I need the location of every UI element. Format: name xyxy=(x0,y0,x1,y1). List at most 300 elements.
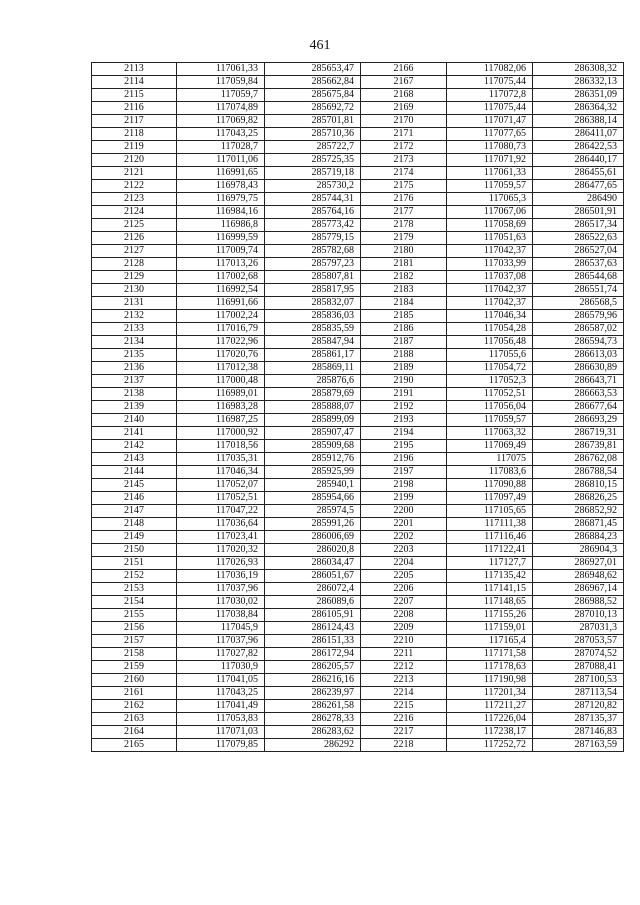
x-coordinate-cell: 117052,07 xyxy=(177,479,265,492)
x-coordinate-cell: 117238,17 xyxy=(447,726,533,739)
table-row xyxy=(92,622,624,635)
y-coordinate-cell: 287088,41 xyxy=(533,661,624,674)
point-number-cell: 2184 xyxy=(361,297,447,310)
y-coordinate-cell: 286739,81 xyxy=(533,440,624,453)
y-coordinate-cell: 285782,68 xyxy=(265,245,361,258)
x-coordinate-cell: 117053,83 xyxy=(177,713,265,726)
point-number-cell: 2170 xyxy=(361,115,447,128)
y-coordinate-cell: 286613,03 xyxy=(533,349,624,362)
point-number-cell: 2128 xyxy=(92,258,177,271)
table-row xyxy=(92,375,624,388)
point-number-cell: 2176 xyxy=(361,193,447,206)
y-coordinate-cell: 285974,5 xyxy=(265,505,361,518)
table-row xyxy=(92,648,624,661)
x-coordinate-cell: 117036,19 xyxy=(177,570,265,583)
x-coordinate-cell: 117018,56 xyxy=(177,440,265,453)
point-number-cell: 2133 xyxy=(92,323,177,336)
x-coordinate-cell: 117023,41 xyxy=(177,531,265,544)
point-number-cell: 2197 xyxy=(361,466,447,479)
point-number-cell: 2145 xyxy=(92,479,177,492)
y-coordinate-cell: 286411,07 xyxy=(533,128,624,141)
x-coordinate-cell: 117052,51 xyxy=(177,492,265,505)
y-coordinate-cell: 286388,14 xyxy=(533,115,624,128)
point-number-cell: 2117 xyxy=(92,115,177,128)
table-row xyxy=(92,323,624,336)
x-coordinate-cell: 117038,84 xyxy=(177,609,265,622)
x-coordinate-cell: 117047,22 xyxy=(177,505,265,518)
y-coordinate-cell: 286020,8 xyxy=(265,544,361,557)
point-number-cell: 2127 xyxy=(92,245,177,258)
x-coordinate-cell: 117020,76 xyxy=(177,349,265,362)
point-number-cell: 2175 xyxy=(361,180,447,193)
point-number-cell: 2142 xyxy=(92,440,177,453)
point-number-cell: 2114 xyxy=(92,76,177,89)
point-number-cell: 2135 xyxy=(92,349,177,362)
table-row xyxy=(92,76,624,89)
x-coordinate-cell: 116991,65 xyxy=(177,167,265,180)
x-coordinate-cell: 116987,25 xyxy=(177,414,265,427)
x-coordinate-cell: 117043,25 xyxy=(177,687,265,700)
x-coordinate-cell: 117111,38 xyxy=(447,518,533,531)
table-row xyxy=(92,232,624,245)
y-coordinate-cell: 286089,6 xyxy=(265,596,361,609)
y-coordinate-cell: 286587,02 xyxy=(533,323,624,336)
y-coordinate-cell: 285899,09 xyxy=(265,414,361,427)
table-row xyxy=(92,609,624,622)
point-number-cell: 2172 xyxy=(361,141,447,154)
y-coordinate-cell: 285836,03 xyxy=(265,310,361,323)
point-number-cell: 2163 xyxy=(92,713,177,726)
y-coordinate-cell: 286810,15 xyxy=(533,479,624,492)
table-row xyxy=(92,674,624,687)
x-coordinate-cell: 117252,72 xyxy=(447,739,533,752)
y-coordinate-cell: 286677,64 xyxy=(533,401,624,414)
point-number-cell: 2188 xyxy=(361,349,447,362)
point-number-cell: 2146 xyxy=(92,492,177,505)
y-coordinate-cell: 286216,16 xyxy=(265,674,361,687)
point-number-cell: 2200 xyxy=(361,505,447,518)
table-row xyxy=(92,531,624,544)
y-coordinate-cell: 285653,47 xyxy=(265,63,361,76)
x-coordinate-cell: 117135,42 xyxy=(447,570,533,583)
table-row xyxy=(92,583,624,596)
x-coordinate-cell: 117035,31 xyxy=(177,453,265,466)
y-coordinate-cell: 285847,94 xyxy=(265,336,361,349)
point-number-cell: 2131 xyxy=(92,297,177,310)
y-coordinate-cell: 286927,01 xyxy=(533,557,624,570)
point-number-cell: 2130 xyxy=(92,284,177,297)
point-number-cell: 2124 xyxy=(92,206,177,219)
x-coordinate-cell: 117077,65 xyxy=(447,128,533,141)
x-coordinate-cell: 117037,96 xyxy=(177,583,265,596)
point-number-cell: 2180 xyxy=(361,245,447,258)
x-coordinate-cell: 117141,15 xyxy=(447,583,533,596)
point-number-cell: 2148 xyxy=(92,518,177,531)
x-coordinate-cell: 117046,34 xyxy=(447,310,533,323)
point-number-cell: 2218 xyxy=(361,739,447,752)
y-coordinate-cell: 285779,15 xyxy=(265,232,361,245)
point-number-cell: 2115 xyxy=(92,89,177,102)
x-coordinate-cell: 117030,9 xyxy=(177,661,265,674)
x-coordinate-cell: 117042,37 xyxy=(447,297,533,310)
coordinates-table-body xyxy=(92,63,624,752)
y-coordinate-cell: 286205,57 xyxy=(265,661,361,674)
point-number-cell: 2116 xyxy=(92,102,177,115)
point-number-cell: 2187 xyxy=(361,336,447,349)
point-number-cell: 2185 xyxy=(361,310,447,323)
table-row xyxy=(92,362,624,375)
x-coordinate-cell: 117097,49 xyxy=(447,492,533,505)
y-coordinate-cell: 285701,81 xyxy=(265,115,361,128)
table-row xyxy=(92,427,624,440)
point-number-cell: 2195 xyxy=(361,440,447,453)
point-number-cell: 2201 xyxy=(361,518,447,531)
y-coordinate-cell: 285744,31 xyxy=(265,193,361,206)
x-coordinate-cell: 116979,75 xyxy=(177,193,265,206)
x-coordinate-cell: 117075,44 xyxy=(447,102,533,115)
table-row xyxy=(92,154,624,167)
point-number-cell: 2119 xyxy=(92,141,177,154)
table-row xyxy=(92,414,624,427)
y-coordinate-cell: 286904,3 xyxy=(533,544,624,557)
point-number-cell: 2160 xyxy=(92,674,177,687)
x-coordinate-cell: 117028,7 xyxy=(177,141,265,154)
x-coordinate-cell: 117127,7 xyxy=(447,557,533,570)
x-coordinate-cell: 117190,98 xyxy=(447,674,533,687)
point-number-cell: 2209 xyxy=(361,622,447,635)
x-coordinate-cell: 117074,89 xyxy=(177,102,265,115)
table-row xyxy=(92,219,624,232)
y-coordinate-cell: 285817,95 xyxy=(265,284,361,297)
y-coordinate-cell: 285725,35 xyxy=(265,154,361,167)
y-coordinate-cell: 286490 xyxy=(533,193,624,206)
point-number-cell: 2164 xyxy=(92,726,177,739)
point-number-cell: 2151 xyxy=(92,557,177,570)
y-coordinate-cell: 285909,68 xyxy=(265,440,361,453)
x-coordinate-cell: 117067,06 xyxy=(447,206,533,219)
x-coordinate-cell: 117000,48 xyxy=(177,375,265,388)
x-coordinate-cell: 117054,72 xyxy=(447,362,533,375)
x-coordinate-cell: 117026,93 xyxy=(177,557,265,570)
y-coordinate-cell: 285764,16 xyxy=(265,206,361,219)
x-coordinate-cell: 117000,92 xyxy=(177,427,265,440)
point-number-cell: 2136 xyxy=(92,362,177,375)
y-coordinate-cell: 286261,58 xyxy=(265,700,361,713)
table-row xyxy=(92,466,624,479)
point-number-cell: 2118 xyxy=(92,128,177,141)
x-coordinate-cell: 117002,24 xyxy=(177,310,265,323)
x-coordinate-cell: 117022,96 xyxy=(177,336,265,349)
x-coordinate-cell: 117171,58 xyxy=(447,648,533,661)
point-number-cell: 2126 xyxy=(92,232,177,245)
y-coordinate-cell: 285912,76 xyxy=(265,453,361,466)
point-number-cell: 2140 xyxy=(92,414,177,427)
y-coordinate-cell: 287031,3 xyxy=(533,622,624,635)
x-coordinate-cell: 117027,82 xyxy=(177,648,265,661)
point-number-cell: 2182 xyxy=(361,271,447,284)
y-coordinate-cell: 286283,62 xyxy=(265,726,361,739)
y-coordinate-cell: 285662,84 xyxy=(265,76,361,89)
x-coordinate-cell: 117051,63 xyxy=(447,232,533,245)
x-coordinate-cell: 117002,68 xyxy=(177,271,265,284)
point-number-cell: 2166 xyxy=(361,63,447,76)
y-coordinate-cell: 285876,6 xyxy=(265,375,361,388)
x-coordinate-cell: 117013,26 xyxy=(177,258,265,271)
x-coordinate-cell: 117069,82 xyxy=(177,115,265,128)
table-row xyxy=(92,570,624,583)
x-coordinate-cell: 117071,03 xyxy=(177,726,265,739)
table-row xyxy=(92,206,624,219)
point-number-cell: 2196 xyxy=(361,453,447,466)
point-number-cell: 2147 xyxy=(92,505,177,518)
x-coordinate-cell: 117059,57 xyxy=(447,414,533,427)
y-coordinate-cell: 286351,09 xyxy=(533,89,624,102)
x-coordinate-cell: 117069,49 xyxy=(447,440,533,453)
y-coordinate-cell: 287135,37 xyxy=(533,713,624,726)
x-coordinate-cell: 117075,44 xyxy=(447,76,533,89)
y-coordinate-cell: 285925,99 xyxy=(265,466,361,479)
point-number-cell: 2139 xyxy=(92,401,177,414)
table-row xyxy=(92,180,624,193)
table-row xyxy=(92,284,624,297)
point-number-cell: 2179 xyxy=(361,232,447,245)
x-coordinate-cell: 116983,28 xyxy=(177,401,265,414)
y-coordinate-cell: 285861,17 xyxy=(265,349,361,362)
point-number-cell: 2173 xyxy=(361,154,447,167)
y-coordinate-cell: 286643,71 xyxy=(533,375,624,388)
y-coordinate-cell: 286292 xyxy=(265,739,361,752)
table-row xyxy=(92,63,624,76)
table-row xyxy=(92,102,624,115)
y-coordinate-cell: 286051,67 xyxy=(265,570,361,583)
y-coordinate-cell: 287146,83 xyxy=(533,726,624,739)
y-coordinate-cell: 285797,23 xyxy=(265,258,361,271)
y-coordinate-cell: 285719,18 xyxy=(265,167,361,180)
y-coordinate-cell: 286594,73 xyxy=(533,336,624,349)
table-row xyxy=(92,310,624,323)
point-number-cell: 2171 xyxy=(361,128,447,141)
x-coordinate-cell: 117072,8 xyxy=(447,89,533,102)
point-number-cell: 2217 xyxy=(361,726,447,739)
y-coordinate-cell: 285991,26 xyxy=(265,518,361,531)
table-row xyxy=(92,661,624,674)
y-coordinate-cell: 286568,5 xyxy=(533,297,624,310)
point-number-cell: 2143 xyxy=(92,453,177,466)
y-coordinate-cell: 286988,52 xyxy=(533,596,624,609)
table-row xyxy=(92,492,624,505)
y-coordinate-cell: 287100,53 xyxy=(533,674,624,687)
y-coordinate-cell: 286852,92 xyxy=(533,505,624,518)
point-number-cell: 2174 xyxy=(361,167,447,180)
y-coordinate-cell: 286422,53 xyxy=(533,141,624,154)
point-number-cell: 2158 xyxy=(92,648,177,661)
y-coordinate-cell: 286630,89 xyxy=(533,362,624,375)
point-number-cell: 2169 xyxy=(361,102,447,115)
y-coordinate-cell: 286124,43 xyxy=(265,622,361,635)
y-coordinate-cell: 287163,59 xyxy=(533,739,624,752)
x-coordinate-cell: 117011,06 xyxy=(177,154,265,167)
table-row xyxy=(92,713,624,726)
x-coordinate-cell: 116992,54 xyxy=(177,284,265,297)
y-coordinate-cell: 286477,65 xyxy=(533,180,624,193)
x-coordinate-cell: 116986,8 xyxy=(177,219,265,232)
point-number-cell: 2120 xyxy=(92,154,177,167)
x-coordinate-cell: 117041,49 xyxy=(177,700,265,713)
table-row xyxy=(92,544,624,557)
table-row xyxy=(92,453,624,466)
y-coordinate-cell: 286527,04 xyxy=(533,245,624,258)
point-number-cell: 2141 xyxy=(92,427,177,440)
y-coordinate-cell: 286663,53 xyxy=(533,388,624,401)
y-coordinate-cell: 285879,69 xyxy=(265,388,361,401)
table-row xyxy=(92,245,624,258)
point-number-cell: 2129 xyxy=(92,271,177,284)
y-coordinate-cell: 285907,47 xyxy=(265,427,361,440)
y-coordinate-cell: 286693,29 xyxy=(533,414,624,427)
point-number-cell: 2178 xyxy=(361,219,447,232)
table-row xyxy=(92,349,624,362)
point-number-cell: 2123 xyxy=(92,193,177,206)
y-coordinate-cell: 286579,96 xyxy=(533,310,624,323)
table-row xyxy=(92,739,624,752)
y-coordinate-cell: 286006,69 xyxy=(265,531,361,544)
y-coordinate-cell: 285773,42 xyxy=(265,219,361,232)
point-number-cell: 2177 xyxy=(361,206,447,219)
x-coordinate-cell: 117052,3 xyxy=(447,375,533,388)
x-coordinate-cell: 117037,96 xyxy=(177,635,265,648)
y-coordinate-cell: 286537,63 xyxy=(533,258,624,271)
table-row xyxy=(92,167,624,180)
y-coordinate-cell: 286332,13 xyxy=(533,76,624,89)
x-coordinate-cell: 117056,48 xyxy=(447,336,533,349)
x-coordinate-cell: 117165,4 xyxy=(447,635,533,648)
table-row xyxy=(92,388,624,401)
y-coordinate-cell: 286440,17 xyxy=(533,154,624,167)
point-number-cell: 2154 xyxy=(92,596,177,609)
point-number-cell: 2203 xyxy=(361,544,447,557)
point-number-cell: 2215 xyxy=(361,700,447,713)
x-coordinate-cell: 117105,65 xyxy=(447,505,533,518)
point-number-cell: 2194 xyxy=(361,427,447,440)
y-coordinate-cell: 286072,4 xyxy=(265,583,361,596)
y-coordinate-cell: 287120,82 xyxy=(533,700,624,713)
x-coordinate-cell: 117058,69 xyxy=(447,219,533,232)
table-row xyxy=(92,336,624,349)
point-number-cell: 2152 xyxy=(92,570,177,583)
x-coordinate-cell: 117016,79 xyxy=(177,323,265,336)
point-number-cell: 2206 xyxy=(361,583,447,596)
point-number-cell: 2204 xyxy=(361,557,447,570)
y-coordinate-cell: 286826,25 xyxy=(533,492,624,505)
x-coordinate-cell: 117059,84 xyxy=(177,76,265,89)
x-coordinate-cell: 117009,74 xyxy=(177,245,265,258)
table-row xyxy=(92,726,624,739)
x-coordinate-cell: 117055,6 xyxy=(447,349,533,362)
y-coordinate-cell: 285710,36 xyxy=(265,128,361,141)
x-coordinate-cell: 116999,59 xyxy=(177,232,265,245)
x-coordinate-cell: 117148,65 xyxy=(447,596,533,609)
table-row xyxy=(92,700,624,713)
y-coordinate-cell: 286278,33 xyxy=(265,713,361,726)
x-coordinate-cell: 117056,04 xyxy=(447,401,533,414)
point-number-cell: 2192 xyxy=(361,401,447,414)
x-coordinate-cell: 117036,64 xyxy=(177,518,265,531)
y-coordinate-cell: 286719,31 xyxy=(533,427,624,440)
point-number-cell: 2208 xyxy=(361,609,447,622)
x-coordinate-cell: 117020,32 xyxy=(177,544,265,557)
point-number-cell: 2149 xyxy=(92,531,177,544)
point-number-cell: 2183 xyxy=(361,284,447,297)
y-coordinate-cell: 286522,63 xyxy=(533,232,624,245)
x-coordinate-cell: 117159,01 xyxy=(447,622,533,635)
y-coordinate-cell: 285722,7 xyxy=(265,141,361,154)
point-number-cell: 2132 xyxy=(92,310,177,323)
y-coordinate-cell: 285730,2 xyxy=(265,180,361,193)
x-coordinate-cell: 117065,3 xyxy=(447,193,533,206)
point-number-cell: 2210 xyxy=(361,635,447,648)
x-coordinate-cell: 117071,47 xyxy=(447,115,533,128)
point-number-cell: 2167 xyxy=(361,76,447,89)
point-number-cell: 2144 xyxy=(92,466,177,479)
table-row xyxy=(92,271,624,284)
point-number-cell: 2212 xyxy=(361,661,447,674)
y-coordinate-cell: 285940,1 xyxy=(265,479,361,492)
table-row xyxy=(92,115,624,128)
y-coordinate-cell: 286871,45 xyxy=(533,518,624,531)
point-number-cell: 2153 xyxy=(92,583,177,596)
table-row xyxy=(92,401,624,414)
x-coordinate-cell: 117155,26 xyxy=(447,609,533,622)
x-coordinate-cell: 117075 xyxy=(447,453,533,466)
y-coordinate-cell: 285832,07 xyxy=(265,297,361,310)
x-coordinate-cell: 117059,7 xyxy=(177,89,265,102)
y-coordinate-cell: 285888,07 xyxy=(265,401,361,414)
point-number-cell: 2181 xyxy=(361,258,447,271)
y-coordinate-cell: 287010,13 xyxy=(533,609,624,622)
point-number-cell: 2207 xyxy=(361,596,447,609)
x-coordinate-cell: 117122,41 xyxy=(447,544,533,557)
table-row xyxy=(92,505,624,518)
x-coordinate-cell: 117090,88 xyxy=(447,479,533,492)
point-number-cell: 2214 xyxy=(361,687,447,700)
x-coordinate-cell: 117071,92 xyxy=(447,154,533,167)
x-coordinate-cell: 117211,27 xyxy=(447,700,533,713)
point-number-cell: 2189 xyxy=(361,362,447,375)
x-coordinate-cell: 116989,01 xyxy=(177,388,265,401)
y-coordinate-cell: 286788,54 xyxy=(533,466,624,479)
y-coordinate-cell: 286455,61 xyxy=(533,167,624,180)
point-number-cell: 2113 xyxy=(92,63,177,76)
x-coordinate-cell: 117052,51 xyxy=(447,388,533,401)
y-coordinate-cell: 285807,81 xyxy=(265,271,361,284)
point-number-cell: 2161 xyxy=(92,687,177,700)
x-coordinate-cell: 117054,28 xyxy=(447,323,533,336)
x-coordinate-cell: 117082,06 xyxy=(447,63,533,76)
table-row xyxy=(92,557,624,570)
point-number-cell: 2156 xyxy=(92,622,177,635)
point-number-cell: 2121 xyxy=(92,167,177,180)
y-coordinate-cell: 285692,72 xyxy=(265,102,361,115)
x-coordinate-cell: 117083,6 xyxy=(447,466,533,479)
y-coordinate-cell: 286105,91 xyxy=(265,609,361,622)
point-number-cell: 2191 xyxy=(361,388,447,401)
x-coordinate-cell: 117030,02 xyxy=(177,596,265,609)
table-row xyxy=(92,193,624,206)
x-coordinate-cell: 117043,25 xyxy=(177,128,265,141)
table-row xyxy=(92,141,624,154)
x-coordinate-cell: 117037,08 xyxy=(447,271,533,284)
point-number-cell: 2125 xyxy=(92,219,177,232)
